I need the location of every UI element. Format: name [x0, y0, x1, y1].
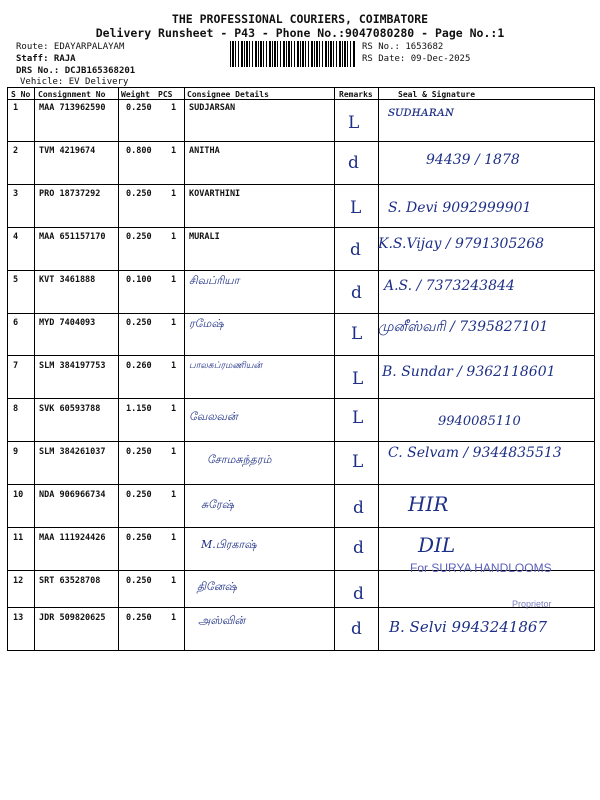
- row-pcs: 1: [171, 232, 177, 242]
- row-consignee-handwritten: அஸ்வின்: [198, 614, 246, 627]
- row-sno: 9: [13, 447, 19, 457]
- row-divider: [8, 527, 594, 528]
- row-divider: [8, 270, 594, 271]
- row-sno: 8: [13, 404, 19, 414]
- row-consignee-handwritten: பாலசுப்ரமணியன்: [189, 361, 263, 371]
- row-consignee-handwritten: தினேஷ்: [197, 580, 237, 593]
- vehicle-label: Vehicle: EV Delivery: [20, 77, 129, 87]
- row-pcs: 1: [171, 103, 177, 113]
- row-divider: [8, 141, 594, 142]
- row-pcs: 1: [171, 361, 177, 371]
- row-weight: 0.250: [126, 232, 152, 242]
- staff-label: Staff: RAJA: [16, 54, 76, 64]
- row-consignee: ANITHA: [189, 146, 220, 156]
- row-divider: [8, 227, 594, 228]
- row-consignment: SLM 384197753: [39, 361, 106, 371]
- row-sno: 13: [13, 613, 24, 623]
- row-consignment: PRO 18737292: [39, 189, 101, 199]
- handwritten-signature: B. Sundar / 9362118601: [382, 364, 556, 380]
- handwritten-signature: K.S.Vijay / 9791305268: [378, 236, 545, 252]
- route-label: Route: EDAYARPALAYAM: [16, 42, 125, 52]
- col-header-seal: Seal & Signature: [398, 90, 476, 99]
- handwritten-signature: DIL: [418, 533, 456, 557]
- row-divider: [8, 398, 594, 399]
- remark-mark: L: [352, 408, 364, 428]
- remark-mark: L: [352, 369, 364, 389]
- handwritten-signature: ꜱᴜᴅʜᴀʀᴀɴ: [388, 104, 454, 120]
- row-sno: 3: [13, 189, 19, 199]
- row-weight: 0.250: [126, 318, 152, 328]
- row-consignee: KOVARTHINI: [189, 189, 241, 199]
- row-consignee-handwritten: சோமசுந்தரம்: [207, 453, 272, 466]
- row-consignee: MURALI: [189, 232, 220, 242]
- drs-number: DRS No.: DCJB165368201: [16, 66, 136, 76]
- row-sno: 6: [13, 318, 19, 328]
- row-weight: 0.250: [126, 103, 152, 113]
- row-pcs: 1: [171, 576, 177, 586]
- handwritten-signature: B. Selvi 9943241867: [389, 618, 547, 636]
- page-subtitle: Delivery Runsheet - P43 - Phone No.:9047080280 - Page No.:1: [95, 26, 505, 40]
- row-pcs: 1: [171, 189, 177, 199]
- row-consignment: SRT 63528708: [39, 576, 101, 586]
- row-divider: [8, 607, 594, 608]
- row-weight: 0.100: [126, 275, 152, 285]
- remark-mark: d: [351, 283, 362, 303]
- row-pcs: 1: [171, 318, 177, 328]
- row-divider: [8, 441, 594, 442]
- row-consignment: MAA 651157170: [39, 232, 106, 242]
- row-consignee-handwritten: சுரேஷ்: [201, 498, 234, 511]
- row-pcs: 1: [171, 490, 177, 500]
- row-consignee: SUDJARSAN: [189, 103, 236, 113]
- row-divider: [8, 313, 594, 314]
- row-divider: [8, 484, 594, 485]
- row-divider: [8, 99, 594, 100]
- rs-number: RS No.: 1653682: [362, 42, 444, 52]
- row-consignee-handwritten: ரமேஷ்: [189, 317, 224, 330]
- row-pcs: 1: [171, 146, 177, 156]
- handwritten-signature: C. Selvam / 9344835513: [388, 445, 562, 461]
- row-consignment: MYD 7404093: [39, 318, 96, 328]
- row-sno: 10: [13, 490, 24, 500]
- row-sno: 4: [13, 232, 19, 242]
- row-pcs: 1: [171, 404, 177, 414]
- row-pcs: 1: [171, 533, 177, 543]
- col-header-weight: Weight: [121, 90, 150, 99]
- remark-mark: L: [350, 198, 362, 218]
- row-sno: 7: [13, 361, 19, 371]
- row-weight: 0.250: [126, 613, 152, 623]
- stamp-role: Proprietor: [512, 599, 552, 609]
- remark-mark: d: [351, 619, 362, 639]
- col-header-remarks: Remarks: [339, 90, 373, 99]
- row-weight: 0.250: [126, 189, 152, 199]
- handwritten-signature: S. Devi 9092999901: [388, 200, 532, 216]
- column-divider: [118, 88, 119, 650]
- column-divider: [184, 88, 185, 650]
- remark-mark: d: [353, 584, 364, 604]
- remark-mark: d: [348, 153, 359, 173]
- remark-mark: d: [353, 538, 364, 558]
- remark-mark: d: [350, 240, 361, 260]
- row-pcs: 1: [171, 447, 177, 457]
- col-header-consignment: Consignment No: [38, 90, 106, 99]
- column-divider: [334, 88, 335, 650]
- row-weight: 0.260: [126, 361, 152, 371]
- row-weight: 0.800: [126, 146, 152, 156]
- row-consignment: SLM 384261037: [39, 447, 106, 457]
- row-consignment: MAA 111924426: [39, 533, 106, 543]
- handwritten-signature: A.S. / 7373243844: [384, 278, 515, 294]
- rs-date: RS Date: 09-Dec-2025: [362, 54, 471, 64]
- company-stamp: For SURYA HANDLOOMS: [410, 561, 552, 575]
- handwritten-signature: 9940085110: [438, 414, 521, 429]
- row-weight: 0.250: [126, 576, 152, 586]
- row-divider: [8, 355, 594, 356]
- row-sno: 1: [13, 103, 19, 113]
- row-consignment: JDR 509820625: [39, 613, 106, 623]
- handwritten-signature: முனீஸ்வரி / 7395827101: [378, 319, 549, 335]
- row-sno: 11: [13, 533, 24, 543]
- row-consignee-handwritten: M.பிரகாஷ்: [201, 538, 257, 551]
- remark-mark: L: [348, 113, 360, 133]
- row-weight: 0.250: [126, 490, 152, 500]
- row-consignee-handwritten: வேலவன்: [189, 410, 238, 423]
- row-divider: [8, 184, 594, 185]
- col-header-sno: S No: [11, 90, 31, 99]
- row-pcs: 1: [171, 275, 177, 285]
- row-sno: 12: [13, 576, 24, 586]
- row-sno: 2: [13, 146, 19, 156]
- remark-mark: L: [352, 452, 364, 472]
- remark-mark: d: [353, 498, 364, 518]
- row-consignment: TVM 4219674: [39, 146, 96, 156]
- handwritten-signature: 94439 / 1878: [426, 152, 520, 168]
- row-consignment: KVT 3461888: [39, 275, 96, 285]
- barcode: [230, 41, 356, 67]
- col-header-consignee: Consignee Details: [187, 90, 269, 99]
- row-pcs: 1: [171, 613, 177, 623]
- col-header-pcs: PCS: [158, 90, 173, 99]
- row-consignee-handwritten: சிவப்ரியா: [189, 274, 240, 287]
- row-consignment: MAA 713962590: [39, 103, 106, 113]
- row-weight: 0.250: [126, 447, 152, 457]
- column-divider: [378, 88, 379, 650]
- row-sno: 5: [13, 275, 19, 285]
- column-divider: [34, 88, 35, 650]
- page-title: THE PROFESSIONAL COURIERS, COIMBATORE: [171, 12, 429, 26]
- row-weight: 0.250: [126, 533, 152, 543]
- remark-mark: L: [351, 324, 363, 344]
- row-consignment: NDA 906966734: [39, 490, 106, 500]
- row-consignment: SVK 60593788: [39, 404, 101, 414]
- handwritten-signature: HIR: [408, 492, 449, 516]
- row-weight: 1.150: [126, 404, 152, 414]
